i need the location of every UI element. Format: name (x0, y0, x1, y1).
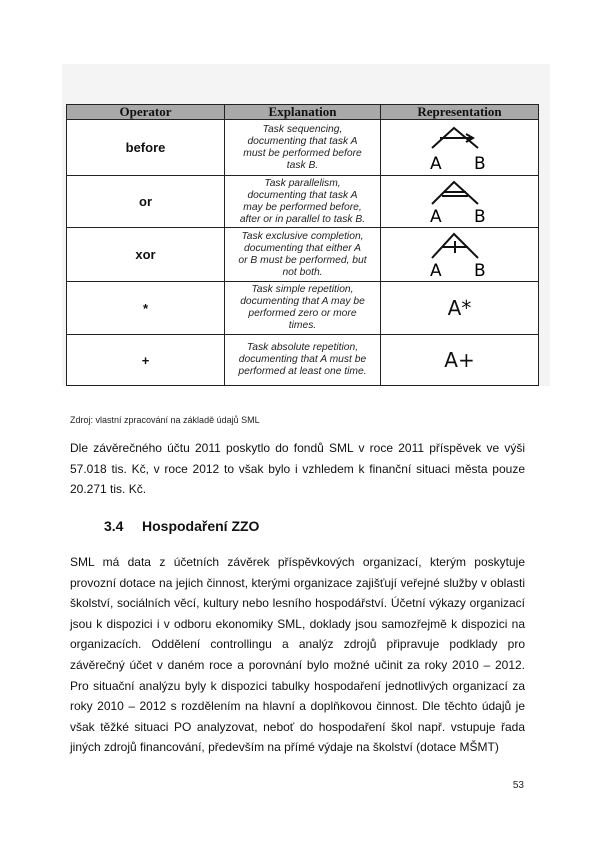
paragraph: Dle závěrečného účtu 2011 poskytlo do fondů SML v roce 2011 příspěvek ve výši 57.018 tis. Kč, v roce 2012 to však bylo i vzhledem k finanční situaci města pouze 20.271 tis. Kč. (70, 441, 525, 497)
representation-cell (381, 282, 539, 335)
before-diagram (420, 122, 500, 174)
section-number: 3.4 (104, 518, 124, 534)
explanation-cell: Task sequencing, documenting that task A must be performed before task B. (225, 120, 381, 176)
operator-cell: + (67, 335, 225, 386)
figure-caption: Zdroj: vlastní zpracování na základě údajů SML (70, 415, 260, 425)
representation-cell (381, 335, 539, 386)
table-row (67, 120, 539, 176)
table-row (67, 228, 539, 282)
section-heading (104, 518, 259, 534)
table-row (67, 282, 539, 335)
node-a: A (429, 260, 442, 280)
header-explanation: Explanation (225, 105, 381, 120)
operator-cell: before (67, 120, 225, 176)
section-title: Hospodaření ZZO (142, 518, 260, 534)
table-row (67, 176, 539, 228)
node-a: A (429, 153, 442, 174)
representation-cell (381, 228, 539, 282)
xor-diagram (420, 230, 500, 280)
representation-cell (381, 176, 539, 228)
or-diagram (420, 178, 500, 226)
explanation-cell: Task simple repetition, documenting that A may be performed zero or more times. (225, 282, 381, 335)
header-operator: Operator (67, 105, 225, 120)
operator-cell: or (67, 176, 225, 228)
table-row (67, 335, 539, 386)
operators-table (66, 104, 539, 386)
star-representation: A* (447, 296, 472, 320)
node-b: B (473, 260, 486, 280)
explanation-cell: Task absolute repetition, documenting that A must be performed at least one time. (225, 335, 381, 386)
representation-cell (381, 120, 539, 176)
node-b: B (473, 206, 486, 226)
node-b: B (473, 153, 486, 174)
node-a: A (429, 206, 442, 226)
page-number: 53 (512, 780, 524, 791)
table-header-row (67, 105, 539, 120)
paragraph: SML má data z účetních závěrek příspěvkových organizací, kterým poskytuje provozní dotace na jejich činnost, kterými organizace zajišťují veřejné služby v oblasti školství, sociálních věcí, kultury nebo lesního hospodářství. Účetní výkazy organizací jsou k dispozici i v odboru ekonomiky SML, doklady jsou samozřejmě k dispozici na organizacích. Oddělení controllingu a analýz zdrojů připravuje podklady pro závěrečný účet v daném roce a porovnání bylo možné učinit za roky 2010 – 2012. Pro situační analýzu byly k dispozici tabulky hospodaření jednotlivých organizací za roky 2010 – 2012 s rozdělením na hlavní a doplňkovou činnost. Dle těchto údajů je však těžké situaci PO analyzovat, neboť do hospodaření škol např. vstupuje řada jiných zdrojů financování, především na přímé výdaje na školství (dotace MŠMT) (70, 555, 525, 755)
operator-cell: * (67, 282, 225, 335)
header-representation: Representation (381, 105, 539, 120)
plus-representation: A+ (444, 348, 475, 372)
explanation-cell: Task parallelism, documenting that task A may be performed before, after or in parallel to task B. (225, 176, 381, 228)
explanation-cell: Task exclusive completion, documenting that either A or B must be performed, but not both. (225, 228, 381, 282)
operator-cell: xor (67, 228, 225, 282)
